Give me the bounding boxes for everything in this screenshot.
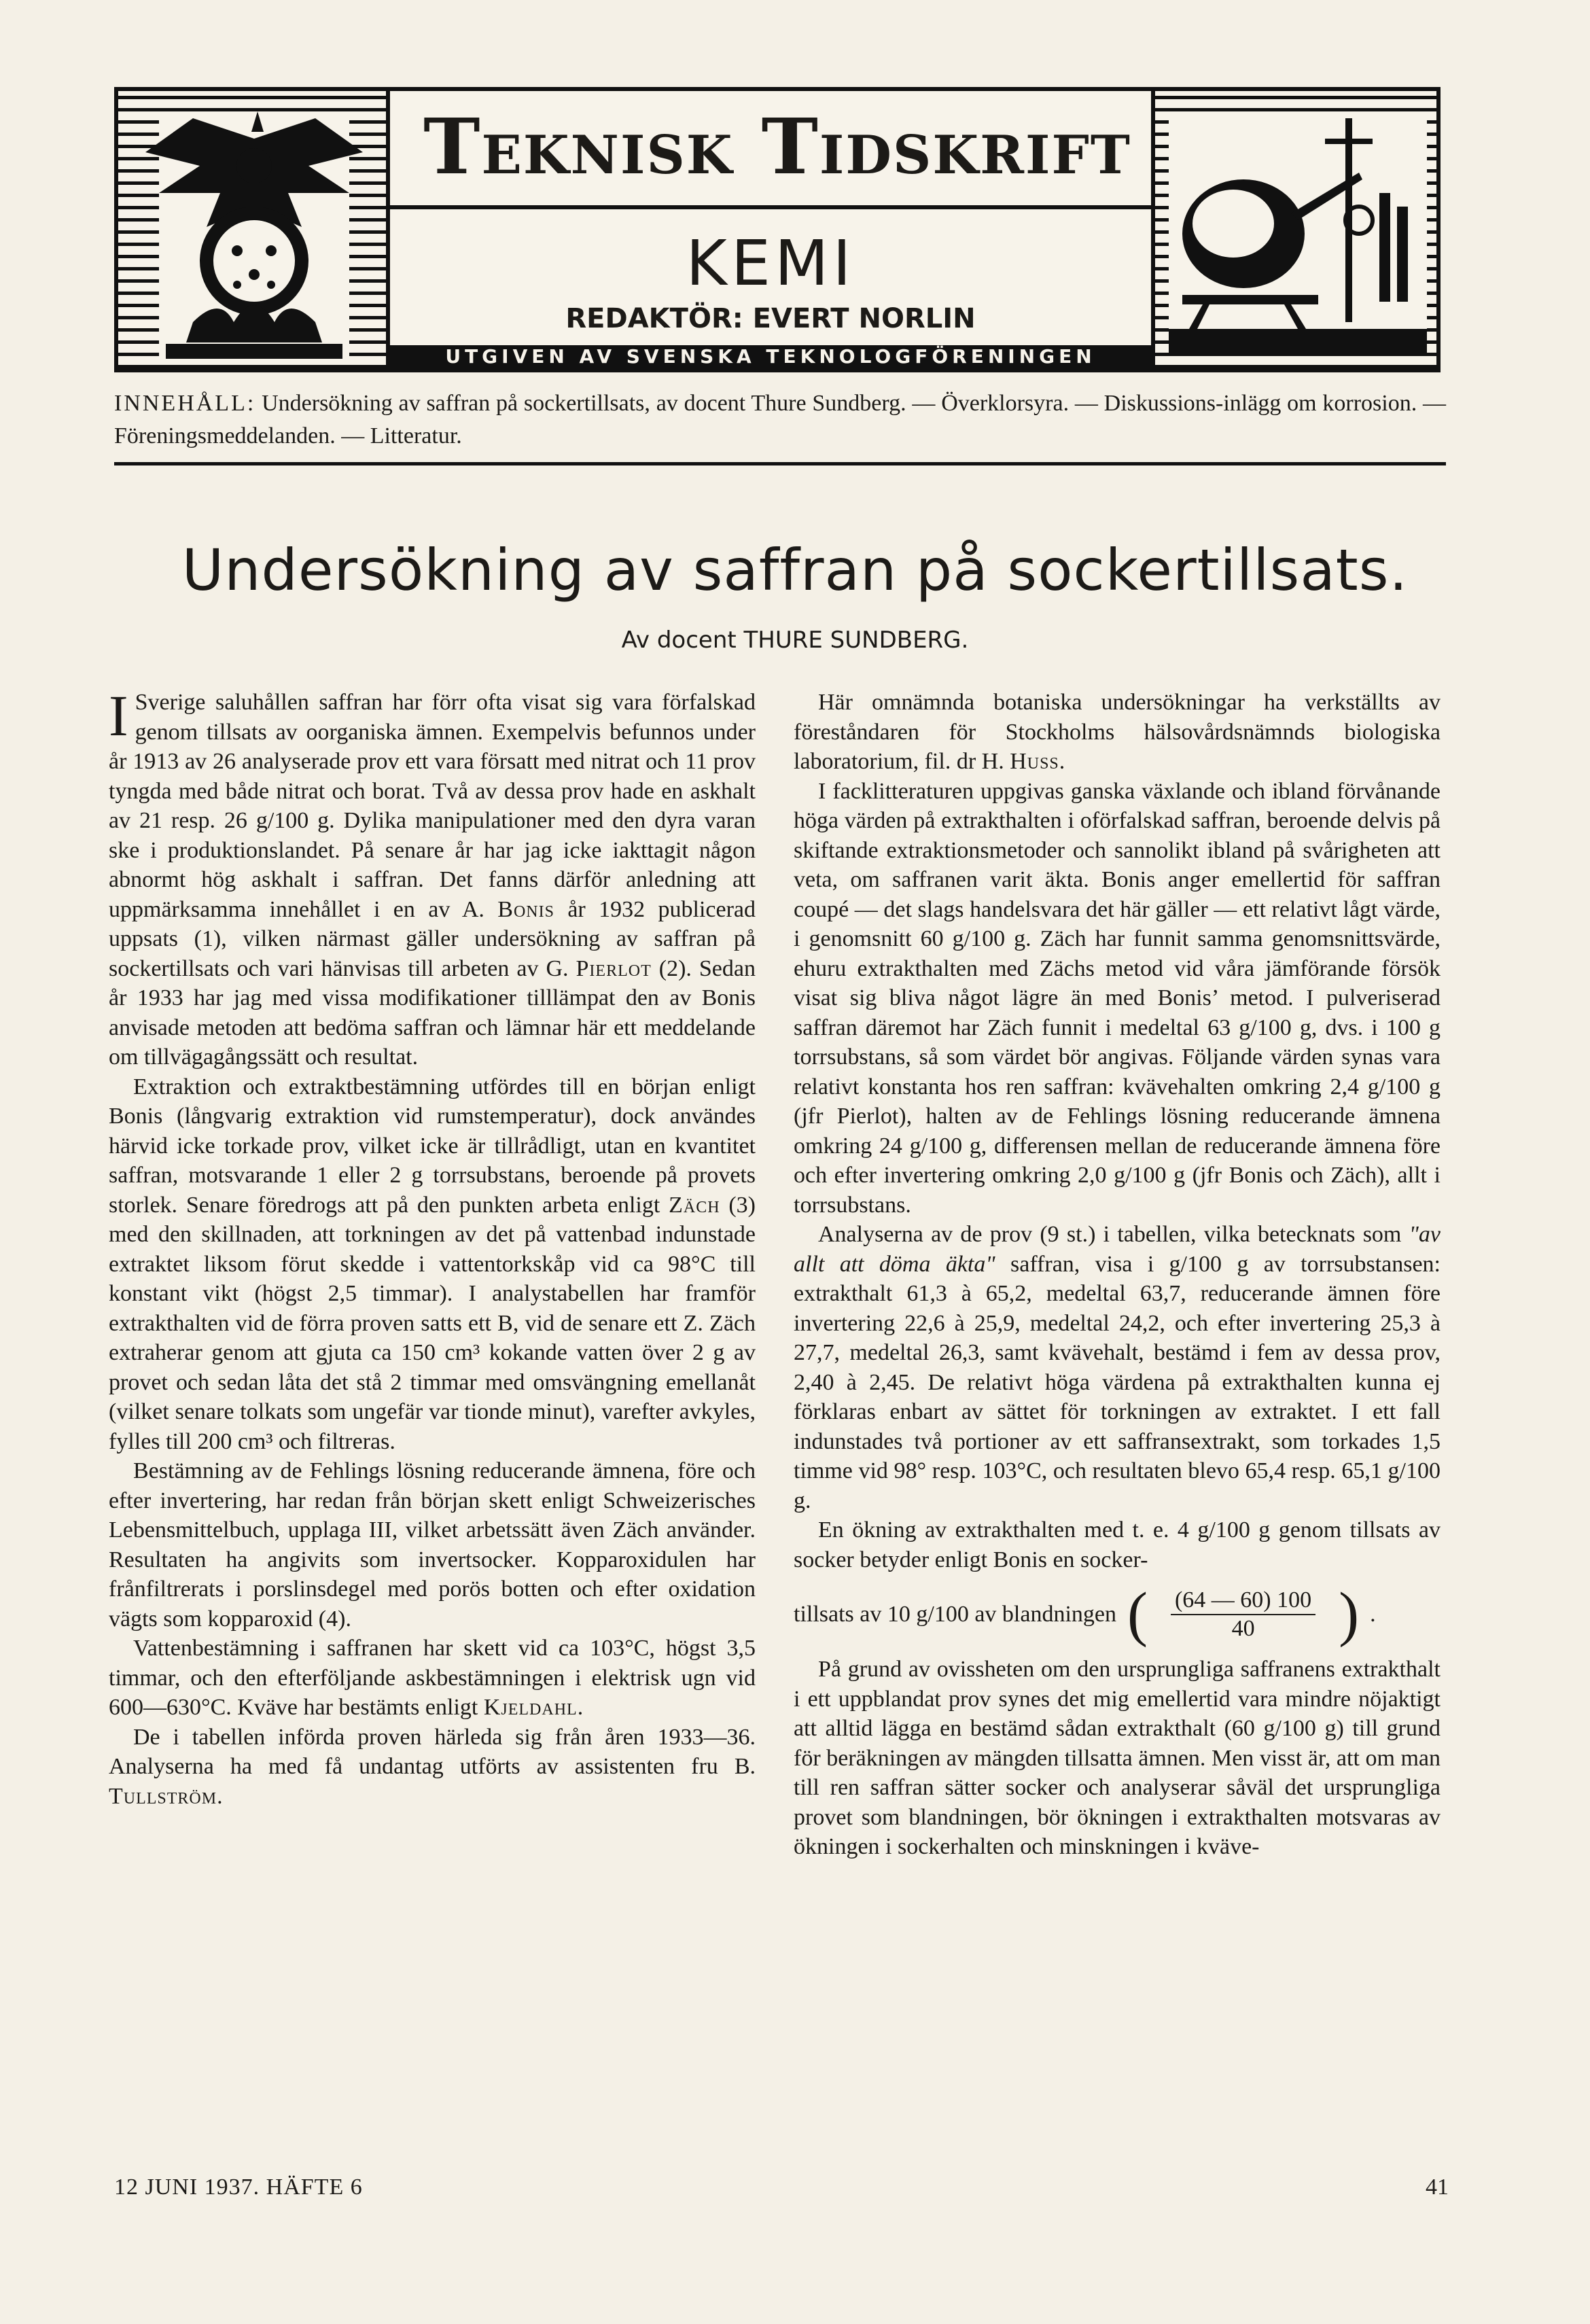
- formula: [794, 1581, 1441, 1648]
- right-column: [794, 688, 1441, 1862]
- page-number: 41: [1426, 2175, 1449, 2200]
- paragraph: På grund av ovissheten om den ursprungliga saffranens extrakthalt i ett uppblandat prov synes det mig emellertid vara mindre nöjaktigt att alltid lägga en bestämd sådan extrakthalt (60 g/100 g) till grund för beräkningen av mängden tillsatta ämnen. Men visst är, att om man till ren saffran sätter socker och analyserar såväl det ursprungliga provet som blandningen, bör ökningen i extrakthalten motsvaras av ökningen i sockerhalten och minskningen i kväve-: [794, 1657, 1441, 1859]
- footer-date: 12 JUNI 1937. HÄFTE 6: [114, 2175, 363, 2200]
- eagle-alembic-icon: [118, 91, 386, 368]
- paragraph: I Sverige saluhållen saffran har förr ofta visat sig vara förfalskad genom tillsats av oorganiska ämnen. Exempelvis befunnos under år 1913 av 26 analyserade prov ett vara försatt med nitrat och 11 prov tyngda med både nitrat och borat. Två av dessa prov hade en askhalt av 21 resp. 26 g/100 g. Dylika manipulationer med den dyra varan ske i produktionslandet. På senare år har jag icke iakttagit någon abnormt hög askhalt i saffran. Det fanns därför anledning att uppmärksamma innehållet i en av A. Bonis år 1932 publicerad uppsats (1), vilken närmast gäller undersökning av saffran på sockertillsats och vari hänvisas till arbeten av G. Pierlot (2). Sedan år 1933 har jag med vissa modifikationer tilllämpat den av Bonis anvisade metoden att bedöma saffran och lämnar här ett meddelande om tillvägagångssätt och resultat.: [109, 683, 756, 1070]
- paragraph: En ökning av extrakthalten med t. e. 4 g/100 g genom tillsats av socker betyder enligt Bonis en socker-: [794, 1517, 1441, 1572]
- paragraph: Bestämning av de Fehlings lösning reducerande ämnena, före och efter invertering, har redan från början skett enligt Schweizerisches Lebensmittelbuch, upplaga III, vilket arbetssätt även Zäch använder. Resultaten ha angivits som invertsocker. Kopparoxidulen har frånfiltrerats i porslinsdegel med porös botten och efter oxidation vägts som kopparoxid (4).: [109, 1458, 756, 1632]
- section-name: KEMI: [686, 227, 855, 300]
- paragraph: Extraktion och extraktbestämning utfördes till en början enligt Bonis (långvarig extraktion vid rumstemperatur), dock användes härvid icke torkade prov, vilket icke är tillrådligt, utan en kvantitet saffran, motsvarande 1 eller 2 g torrsubstans, beroende på provets storlek. Senare föredrogs att på den punkten arbeta enligt Zäch (3) med den skillnaden, att torkningen av det på vattenbad indunstade extraktet liksom förut skedde i vattentorkskåp vid ca 98°C till konstant vikt (högst 2,5 timmar). I analystabellen har framför extrakthalten vid de förra proven satts ett B, vid de senare ett Z. Zäch extraherar genom att gjuta ca 150 cm³ kokande vatten över 2 g av provet och sedan låta det stå 2 timmar med omsvängning emellanåt (vilket senare tolkats som ungefär var tionde minut), varefter avkyles, fylles till 200 cm³ och filtreras.: [109, 1074, 756, 1454]
- left-column: [109, 683, 756, 1811]
- laboratory-apparatus-icon: [1155, 91, 1436, 368]
- masthead-left-emblem: [118, 91, 390, 368]
- contents-rule: [114, 462, 1446, 465]
- contents-line: [114, 387, 1446, 453]
- masthead: [114, 87, 1441, 372]
- article-author: Av docent THURE SUNDBERG.: [621, 627, 969, 654]
- contents-text: Undersökning av saffran på sockertillsats, av docent Thure Sundberg. — Överklorsyra. — Diskussions-inlägg om korrosion. — Föreningsmeddelanden. — Litteratur.: [114, 391, 1447, 448]
- publisher-band: UTGIVEN AV SVENSKA TEKNOLOGFÖRENINGEN: [390, 345, 1151, 368]
- paragraph: I facklitteraturen uppgivas ganska växlande och ibland förvånande höga värden på extrakthalten i oförfalskad saffran, beroende delvis på skiftande extraktionsmetoder och sannolikt ibland på svårigheten att veta, om saffranen varit äkta. Bonis anger emellertid för saffran coupé — det slags handelsvara det här gäller — ett relativt lågt värde, i genomsnitt 60 g/100 g. Zäch har funnit samma genomsnittsvärde, ehuru extrakthalten med Zächs metod vid våra jämförande försök visat sig bliva något lägre än med Bonis’ metod. I pulveriserad saffran däremot har Zäch funnit i medeltal 63 g/100 g, dvs. i 100 g torrsubstans, så som värdet bör angivas. Följande värden synas vara relativt konstanta hos ren saffran: kvävehalten omkring 2,4 g/100 g (jfr Pierlot), halten av de Fehlings lösning reducerande ämnena omkring 24 g/100 g, differensen mellan de reducerande ämnena före och efter invertering omkring 2,0 g/100 g (jfr Bonis och Zäch), allt i torrsubstans.: [794, 778, 1441, 1218]
- journal-title: Teknisk Tidskrift: [423, 103, 1131, 192]
- paragraph: Vattenbestämning i saffranen har skett vid ca 103°C, högst 3,5 timmar, och den efterföljande askbestämningen i elektrisk ugn vid 600—630°C. Kväve har bestämts enligt Kjeldahl.: [109, 1636, 756, 1720]
- masthead-right-illustration: [1151, 91, 1436, 368]
- formula-numerator: (64 — 60) 100: [1171, 1587, 1315, 1615]
- formula-lead: tillsats av 10 g/100 av blandningen: [794, 1602, 1116, 1627]
- contents-label: INNEHÅLL:: [114, 391, 256, 416]
- paragraph: Här omnämnda botaniska undersökningar ha verkställts av föreståndaren för Stockholms hälsovårdsnämnds biologiska laboratorium, fil. dr H. Huss.: [794, 690, 1441, 774]
- article-title: Undersökning av saffran på sockertillsats.: [181, 537, 1409, 603]
- formula-denominator: 40: [1231, 1616, 1255, 1641]
- paragraph: Analyserna av de prov (9 st.) i tabellen, vilka betecknats som "av allt att döma äkta" saffran, visa i g/100 g av torrsubstansen: extrakthalt 61,3 à 65,2, medeltal 63,7, reducerande ämnen före invertering 22,6 à 25,9, medeltal 24,2, och efter invertering 25,3 à 27,7, medeltal 26,3, samt kvävehalt, bestämd i fem av dessa prov, 2,40 à 2,45. De relativt höga värdena på extrakthalten kunna ej förklaras enbart av sättet för torkningen av extraktet. I ett fall indunstades två portioner av ett saffransextrakt, som torkades 1,5 timme vid 98° resp. 103°C, och resultaten blevo 65,4 resp. 65,1 g/100 g.: [794, 1222, 1441, 1513]
- paragraph: De i tabellen införda proven härleda sig från åren 1933—36. Analyserna ha med få undantag utförts av assistenten fru B. Tullström.: [109, 1724, 756, 1809]
- formula-period: .: [1370, 1602, 1376, 1627]
- editor-line: REDAKTÖR: EVERT NORLIN: [565, 303, 976, 334]
- formula-paren-close: ): [1339, 1581, 1360, 1648]
- formula-fraction: [1159, 1587, 1328, 1642]
- formula-paren-open: (: [1127, 1581, 1148, 1648]
- drop-cap: I: [109, 683, 128, 748]
- masthead-divider: [390, 205, 1151, 209]
